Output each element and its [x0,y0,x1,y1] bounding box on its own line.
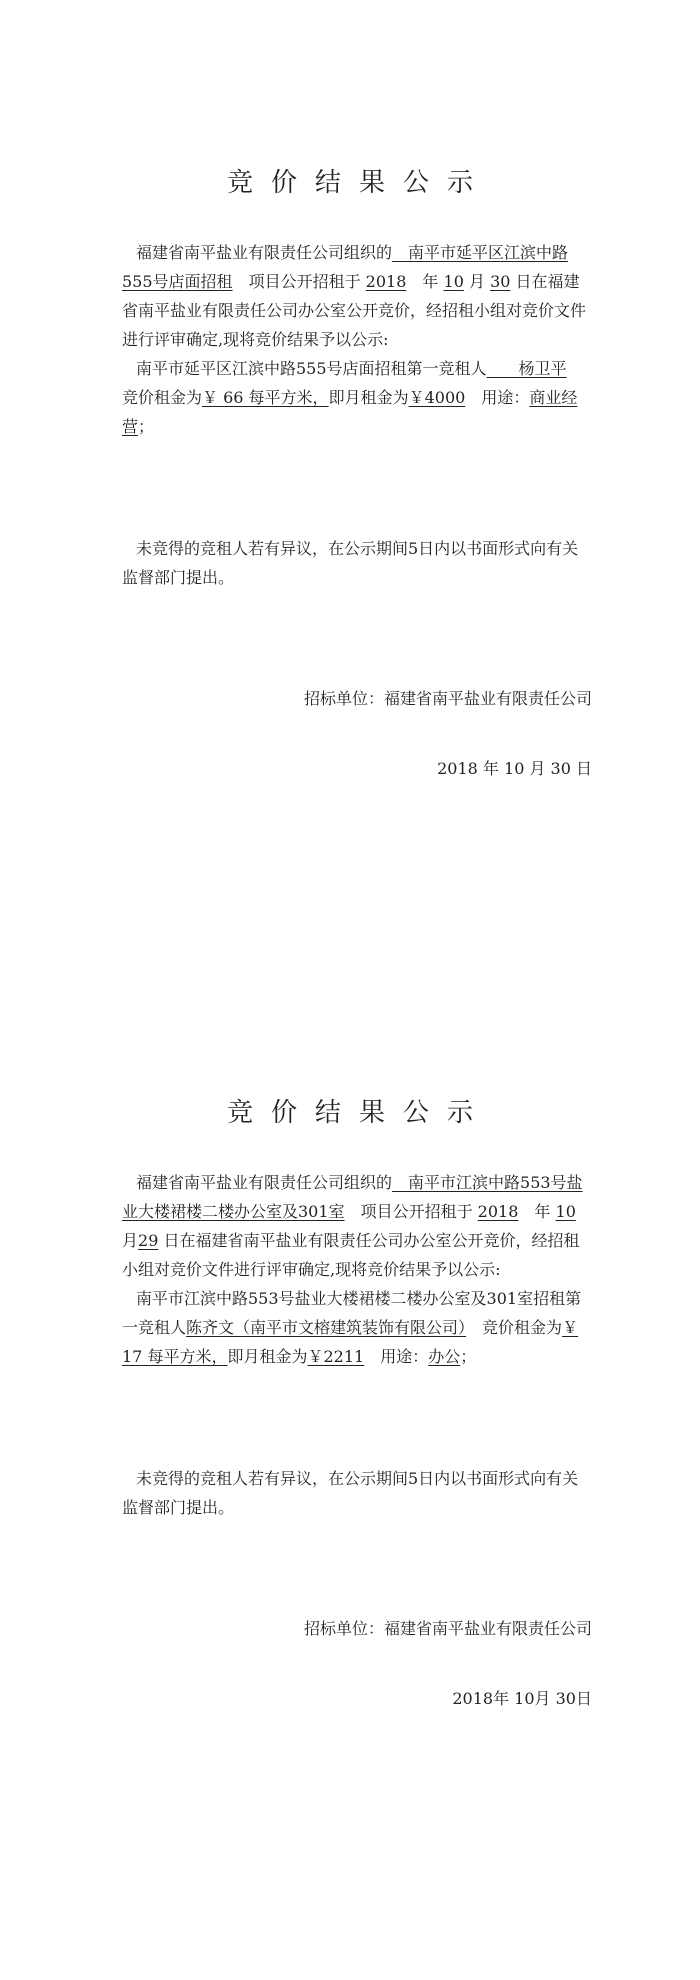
usage: 商业经营 [122,388,578,436]
result-paragraph [122,1284,592,1371]
intro-text: 月 [468,272,485,291]
objection-paragraph [122,1464,592,1522]
signer: 招标单位：福建省南平盐业有限责任公司 [303,689,592,708]
bid-year: 2018 [477,1202,519,1221]
intro-paragraph [122,238,592,354]
objection-text: 未竞得的竞租人若有异议，在公示期间5日内以书面形式向有关监督部门提出。 [122,1469,579,1517]
intro-text: 福建省南平盐业有限责任公司组织的 [136,243,393,262]
bid-day: 30 [490,272,511,291]
result-text: 南平市江滨中路553号盐业大楼裙楼二楼办公室及301室招租第一竞租人 [122,1289,582,1337]
objection-paragraph [122,534,592,592]
bid-month: 10 [443,272,464,291]
unit-price: ￥ 66 每平方米， [202,388,329,407]
result-text: 南平市延平区江滨中路555号店面招租第一竞租人 [136,359,487,378]
intro-text: 福建省南平盐业有限责任公司组织的 [136,1173,393,1192]
bid-year: 2018 [365,272,407,291]
monthly-rent: ￥4000 [408,388,466,407]
usage: 办公 [428,1347,461,1366]
result-text: ； [460,1347,477,1366]
result-text: 竞价租金为 [482,1318,563,1337]
intro-text: 年 [534,1202,551,1221]
intro-text: 日在福建省南平盐业有限责任公司办公室公开竞价，经招租小组对竞价文件进行评审确定,现将竞价结果予以公示: [122,272,587,349]
result-paragraph [122,354,592,441]
notice-date: 2018 年 10 月 30 日 [437,759,592,778]
result-text: 用途： [481,388,530,407]
signer: 招标单位：福建省南平盐业有限责任公司 [303,1619,592,1638]
unit-price: ￥ 17 每平方米， [122,1318,579,1366]
bid-day: 29 [138,1231,159,1250]
bid-month: 10 [555,1202,576,1221]
project-name: 南平市江滨中路553号盐业大楼裙楼二楼办公室及301室 [122,1173,583,1221]
notice-title: 竞价结果公示 [226,168,491,198]
notice-title: 竞价结果公示 [226,1098,491,1128]
result-text: 即月租金为 [328,388,409,407]
result-text: 即月租金为 [227,1347,308,1366]
result-text: ； [138,417,155,436]
objection-text: 未竞得的竞租人若有异议，在公示期间5日内以书面形式向有关监督部门提出。 [122,539,579,587]
intro-text: 月 [122,1231,139,1250]
winner-name: 杨卫平 [486,359,567,378]
intro-text: 年 [422,272,439,291]
monthly-rent: ￥2211 [307,1347,365,1366]
project-name: 南平市延平区江滨中路555号店面招租 [122,243,569,291]
result-text: 竞价租金为 [122,388,203,407]
intro-text: 项目公开招租于 [248,272,361,291]
notice-date: 2018年 10月 30日 [452,1689,592,1708]
intro-paragraph [122,1168,592,1284]
intro-text: 项目公开招租于 [360,1202,473,1221]
result-text: 用途： [380,1347,429,1366]
intro-text: 日在福建省南平盐业有限责任公司办公室公开竞价，经招租小组对竞价文件进行评审确定,现将竞价结果予以公示: [122,1231,580,1279]
winner-name: 陈齐文（南平市文榕建筑装饰有限公司） [186,1318,467,1337]
